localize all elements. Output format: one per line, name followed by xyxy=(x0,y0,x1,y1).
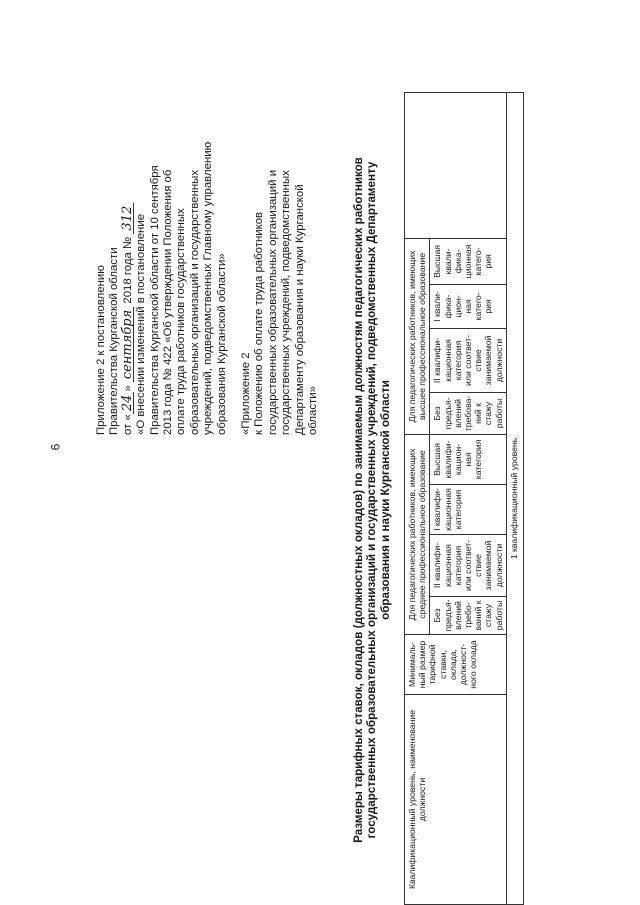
level-row: 1 квалификационный уровень xyxy=(506,92,523,904)
document-stage xyxy=(60,75,580,905)
appendix-line: к Положению об оплате труда работников xyxy=(253,211,266,435)
sub-higher-highest: Высшая квали- фика- ционная катего- рия xyxy=(430,238,506,284)
sub-secondary-ii: II квалифи- кационная категория или соответ- ствие занимаемой должности xyxy=(430,535,506,597)
table-header-row xyxy=(405,92,430,904)
sub-secondary-i: I квалифи- кационная категория xyxy=(430,485,506,535)
sub-higher-no-req: Без предъя- влений требова- ний к стажу работы xyxy=(430,392,506,434)
header-line: Правительства Курганской области от 10 сентября xyxy=(148,165,161,435)
header-line: Приложение 2 к постановлению xyxy=(95,265,107,435)
header-line: образования Курганской области» xyxy=(215,253,228,435)
header-line: 2013 года № 422 «Об утверждении Положения об xyxy=(162,169,175,435)
header-group-higher: Для педагогических работников, имеющих высшее профессиональное образование xyxy=(405,238,430,434)
header-line: Правительства Курганской области xyxy=(108,247,121,435)
date-mid: » xyxy=(121,385,134,392)
title-line: образования и науки Курганской области xyxy=(378,380,392,620)
resolution-header xyxy=(95,95,229,435)
header-line: «О внесении изменений в постановление xyxy=(135,213,148,435)
date-year: 2018 года № xyxy=(121,236,134,304)
header-date-line xyxy=(119,95,135,435)
handwritten-day: 24 xyxy=(122,392,134,415)
handwritten-month: сентября xyxy=(122,307,134,382)
date-prefix: от « xyxy=(121,414,134,435)
appendix-line: Департаменту образования и науки Курганской xyxy=(293,184,306,435)
appendix-line: «Приложение 2 xyxy=(240,352,252,435)
header-empty xyxy=(405,92,507,238)
appendix-line: государственных образовательных организаций и xyxy=(266,169,279,435)
header-line: оплате труда работников государственных xyxy=(175,208,188,435)
header-line: образовательных организаций и государственных xyxy=(188,169,201,435)
header-qualification: Квалификационный уровень, наименование должности xyxy=(405,695,507,905)
title-line: Размеры тарифных ставок, окладов (должностных окладов) по занимаемым должностям педагогических работников xyxy=(352,157,365,843)
sub-secondary-highest: Высшая квалифи- кацион- ная категория xyxy=(430,434,506,484)
rotated-landscape-page xyxy=(60,75,580,905)
page-number: 6 xyxy=(48,443,63,451)
sub-secondary-no-req: Без предъя- влений требо- ваний к стажу работы xyxy=(430,597,506,635)
title-line: государственных образовательных организаций и государственных учреждений, подведомственных Департаменту xyxy=(365,161,379,839)
sub-higher-ii: II квалифи- кационная категория или соответ- ствие занимаемой должности xyxy=(430,328,506,392)
header-group-secondary: Для педагогических работников, имеющих среднее профессиональное образование xyxy=(405,434,430,634)
header-min-rate: Минималь- ный размер тарифной ставки, оклада, должност- ного оклада xyxy=(405,635,507,695)
handwritten-number: 312 xyxy=(122,203,134,234)
appendix-line: области» xyxy=(307,386,320,435)
header-line: учреждений, подведомственных Главному управлению xyxy=(202,141,215,435)
rates-table xyxy=(404,92,524,905)
sub-higher-i: I квали- фика- цион- ная катего- рия xyxy=(430,284,506,328)
appendix-header xyxy=(240,105,320,435)
appendix-line: государственных учреждений, подведомственных xyxy=(280,170,293,435)
table-row xyxy=(506,92,523,904)
document-title xyxy=(352,115,392,885)
